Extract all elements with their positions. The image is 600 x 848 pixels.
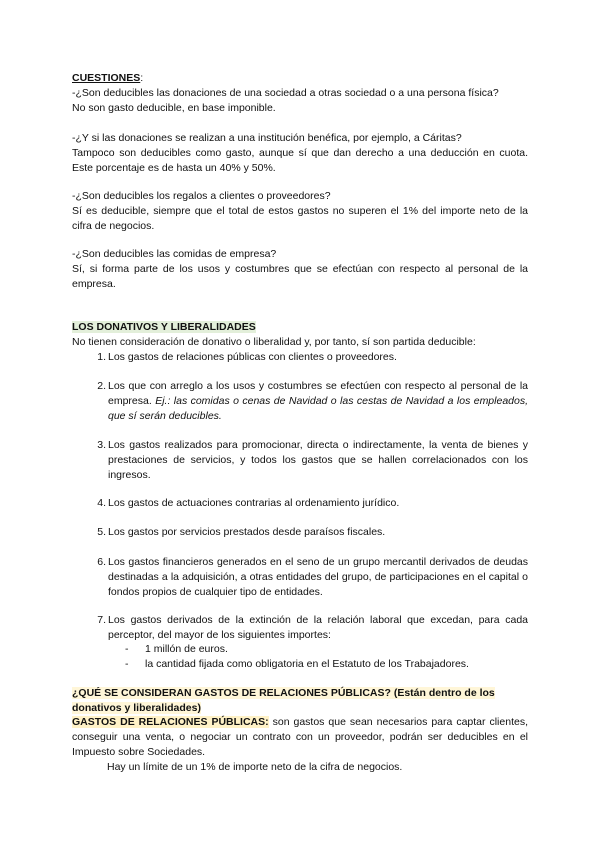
- question-3: -¿Son deducibles los regalos a clientes o proveedores?: [72, 190, 331, 202]
- donativos-heading-line: [72, 320, 528, 335]
- list-item-text: Los gastos de relaciones públicas con clientes o proveedores.: [108, 351, 397, 363]
- relaciones-text: son gastos que sean necesarios para captar clientes, conseguir una venta, o negociar un contrato con un proveedor, podrán ser deducibles en el Impuesto sobre Sociedades.: [72, 716, 528, 759]
- list-item-text: Los gastos derivados de la extinción de la relación laboral que excedan, para cada perceptor, del mayor de los siguientes importes:: [108, 614, 528, 642]
- list-item-number: 7.: [97, 614, 106, 626]
- relaciones-label: GASTOS DE RELACIONES PÚBLICAS:: [72, 716, 269, 728]
- relaciones-paragraph: [72, 715, 528, 761]
- list-item-number: 3.: [97, 439, 106, 451]
- list-item: [72, 525, 528, 540]
- list-item: [72, 350, 528, 365]
- cuestiones-heading: CUESTIONES: [72, 72, 141, 84]
- list-item-number: 1.: [97, 351, 106, 363]
- answer-4: Sí, si forma parte de los usos y costumbres que se efectúan con respecto al personal de la empresa.: [72, 263, 528, 291]
- sub-list-item: [125, 642, 525, 657]
- list-item: [72, 496, 528, 511]
- list-item-text: Los que con arreglo a los usos y costumbres se efectúen con respecto al personal de la empresa.: [108, 380, 528, 408]
- list-item-number: 2.: [97, 380, 106, 392]
- relaciones-limit: Hay un límite de un 1% de importe neto de la cifra de negocios.: [107, 761, 403, 773]
- answer-2: Tampoco son deducibles como gasto, aunque sí que dan derecho a una deducción en cuota. Este porcentaje es de hasta un 40% y 50%.: [72, 147, 528, 175]
- relaciones-question: ¿QUÉ SE CONSIDERAN GASTOS DE RELACIONES PÚBLICAS? (Están dentro de los donativos y liberalidades): [72, 687, 495, 715]
- list-item-example: Ej.: las comidas o cenas de Navidad o las cestas de Navidad a los empleados, que sí serán deducibles.: [108, 395, 529, 423]
- list-item-text: Los gastos de actuaciones contrarias al ordenamiento jurídico.: [108, 497, 400, 509]
- relaciones-question-line: [72, 686, 528, 716]
- cuestiones-heading-line: [72, 71, 528, 86]
- sub-list-text: 1 millón de euros.: [145, 643, 228, 655]
- list-item-text: Los gastos realizados para promocionar, directa o indirectamente, la venta de bienes y prestaciones de servicios, y todos los gastos que se hallen correlacionados con los ingresos.: [108, 439, 528, 482]
- list-item: [72, 379, 528, 425]
- cuestiones-colon: :: [140, 72, 144, 84]
- answer-1: No son gasto deducible, en base imponible.: [72, 102, 276, 114]
- list-item: [72, 438, 528, 484]
- question-1: -¿Son deducibles las donaciones de una sociedad a otras sociedad o a una persona física?: [72, 87, 499, 99]
- sub-list-text: la cantidad fijada como obligatoria en el Estatuto de los Trabajadores.: [145, 658, 469, 670]
- donativos-heading: LOS DONATIVOS Y LIBERALIDADES: [72, 321, 256, 333]
- question-4: -¿Son deducibles las comidas de empresa?: [72, 248, 277, 260]
- question-2: -¿Y si las donaciones se realizan a una institución benéfica, por ejemplo, a Cáritas?: [72, 132, 462, 144]
- sub-list-dash: -: [125, 643, 129, 655]
- list-item-number: 5.: [97, 526, 106, 538]
- sub-list-item: [125, 657, 525, 672]
- list-item-text-wrapper: [108, 379, 528, 425]
- list-item-text: Los gastos financieros generados en el seno de un grupo mercantil derivados de deudas destinadas a la adquisición, a otras entidades del grupo, de participaciones en el capital o fondos propios de cualquier tipo de entidades.: [108, 556, 528, 599]
- list-item-text: Los gastos por servicios prestados desde paraísos fiscales.: [108, 526, 386, 538]
- donativos-intro: No tienen consideración de donativo o liberalidad y, por tanto, sí son partida deducible:: [72, 336, 476, 348]
- sub-list-dash: -: [125, 658, 129, 670]
- list-item-number: 4.: [97, 497, 106, 509]
- list-item-number: 6.: [97, 556, 106, 568]
- answer-3: Sí es deducible, siempre que el total de estos gastos no superen el 1% del importe neto de la cifra de negocios.: [72, 205, 528, 233]
- list-item: [72, 613, 528, 643]
- list-item: [72, 555, 528, 601]
